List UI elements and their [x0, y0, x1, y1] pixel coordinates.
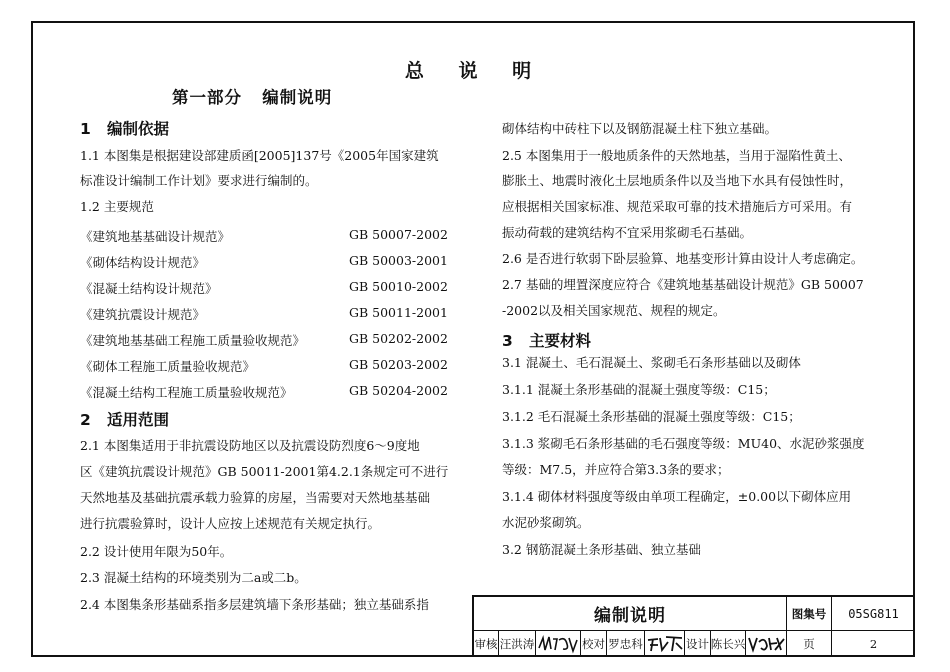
para-3-2: 3.2 钢筋混凝土条形基础、独立基础	[502, 542, 701, 557]
para-2-1-cont: 天然地基及基础抗震承载力验算的房屋，当需要对天然地基基础	[80, 490, 431, 505]
para-2-7-cont: -2002以及相关国家规范、规程的规定。	[502, 303, 726, 318]
para-3-1-1: 3.1.1 混凝土条形基础的混凝土强度等级：C15；	[502, 382, 776, 397]
para-1-1-cont: 标准设计编制工作计划》要求进行编制的。	[80, 173, 318, 188]
atlas-number: 05SG811	[848, 606, 899, 621]
para-2-1-cont: 区《建筑抗震设计规范》GB 50011-2001第4.2.1条规定可不进行	[80, 464, 449, 479]
atlas-number-label: 图集号	[791, 606, 827, 621]
standard-name: 《建筑地基基础设计规范》	[80, 229, 231, 244]
standard-name: 《混凝土结构工程施工质量验收规范》	[80, 385, 293, 400]
para-2-5-cont: 膨胀土、地震时液化土层地质条件以及当地下水具有侵蚀性时，	[502, 173, 853, 188]
standard-code: GB 50011-2001	[349, 305, 448, 320]
standard-code: GB 50010-2002	[349, 279, 448, 294]
designer-name: 陈长兴	[710, 637, 746, 651]
page-number: 2	[869, 637, 878, 651]
sheet-title: 编制说明	[594, 606, 666, 626]
standard-name: 《砌体结构设计规范》	[80, 255, 206, 270]
para-3-1: 3.1 混凝土、毛石混凝土、浆砌毛石条形基础以及砌体	[502, 355, 801, 370]
design-label: 设计	[686, 637, 709, 651]
section-2-heading: 2 适用范围	[80, 411, 169, 429]
para-2-5-cont: 振动荷载的建筑结构不宜采用浆砌毛石基础。	[502, 225, 753, 240]
standard-name: 《砌体工程施工质量验收规范》	[80, 359, 256, 374]
para-2-5-cont: 应根据相关国家标准、规范采取可靠的技术措施后方可采用。有	[502, 199, 853, 214]
checker-signature	[645, 631, 684, 657]
para-3-1-4: 3.1.4 砌体材料强度等级由单项工程确定，±0.00以下砌体应用	[502, 489, 852, 504]
title-block	[472, 595, 915, 657]
reviewer-name: 汪洪涛	[499, 637, 535, 651]
para-1-1: 1.1 本图集是根据建设部建质函[2005]137号《2005年国家建筑	[80, 148, 439, 163]
para-1-2: 1.2 主要规范	[80, 199, 154, 214]
page-label: 页	[803, 637, 815, 651]
standard-code: GB 50203-2002	[349, 357, 448, 372]
page-title: 总 说 明	[404, 60, 546, 82]
designer-signature	[746, 631, 786, 657]
section-1-heading: 1 编制依据	[80, 120, 169, 138]
standard-name: 《建筑抗震设计规范》	[80, 307, 206, 322]
section-3-heading: 3 主要材料	[502, 332, 591, 350]
standard-name: 《建筑地基基础工程施工质量验收规范》	[80, 333, 306, 348]
para-3-1-3-cont: 等级：M7.5，并应符合第3.3条的要求；	[502, 462, 730, 477]
para-2-1: 2.1 本图集适用于非抗震设防地区以及抗震设防烈度6～9度地	[80, 438, 420, 453]
para-2-5: 2.5 本图集用于一般地质条件的天然地基，当用于湿陷性黄土、	[502, 148, 851, 163]
para-2-6: 2.6 是否进行软弱下卧层验算、地基变形计算由设计人考虑确定。	[502, 251, 864, 266]
para-2-4: 2.4 本图集条形基础系指多层建筑墙下条形基础；独立基础系指	[80, 597, 429, 612]
standard-name: 《混凝土结构设计规范》	[80, 281, 218, 296]
reviewer-signature	[536, 631, 580, 657]
review-label: 审核	[474, 637, 498, 651]
para-3-1-4-cont: 水泥砂浆砌筑。	[502, 515, 590, 530]
standard-code: GB 50003-2001	[349, 253, 448, 268]
para-2-7: 2.7 基础的埋置深度应符合《建筑地基基础设计规范》GB 50007	[502, 277, 864, 292]
para-3-1-3: 3.1.3 浆砌毛石条形基础的毛石强度等级：MU40、水泥砂浆强度	[502, 436, 865, 451]
checker-name: 罗忠科	[608, 637, 643, 651]
para-2-2: 2.2 设计使用年限为50年。	[80, 544, 233, 559]
standard-code: GB 50202-2002	[349, 331, 448, 346]
check-label: 校对	[582, 637, 605, 651]
para-2-3: 2.3 混凝土结构的环境类别为二a或二b。	[80, 570, 307, 585]
para-3-1-2: 3.1.2 毛石混凝土条形基础的混凝土强度等级：C15；	[502, 409, 801, 424]
standard-code: GB 50204-2002	[349, 383, 448, 398]
standard-code: GB 50007-2002	[349, 227, 448, 242]
para-2-4-cont: 砌体结构中砖柱下以及钢筋混凝土柱下独立基础。	[502, 121, 778, 136]
part-title: 第一部分 编制说明	[172, 88, 333, 107]
para-2-1-cont: 进行抗震验算时，设计人应按上述规范有关规定执行。	[80, 516, 381, 531]
